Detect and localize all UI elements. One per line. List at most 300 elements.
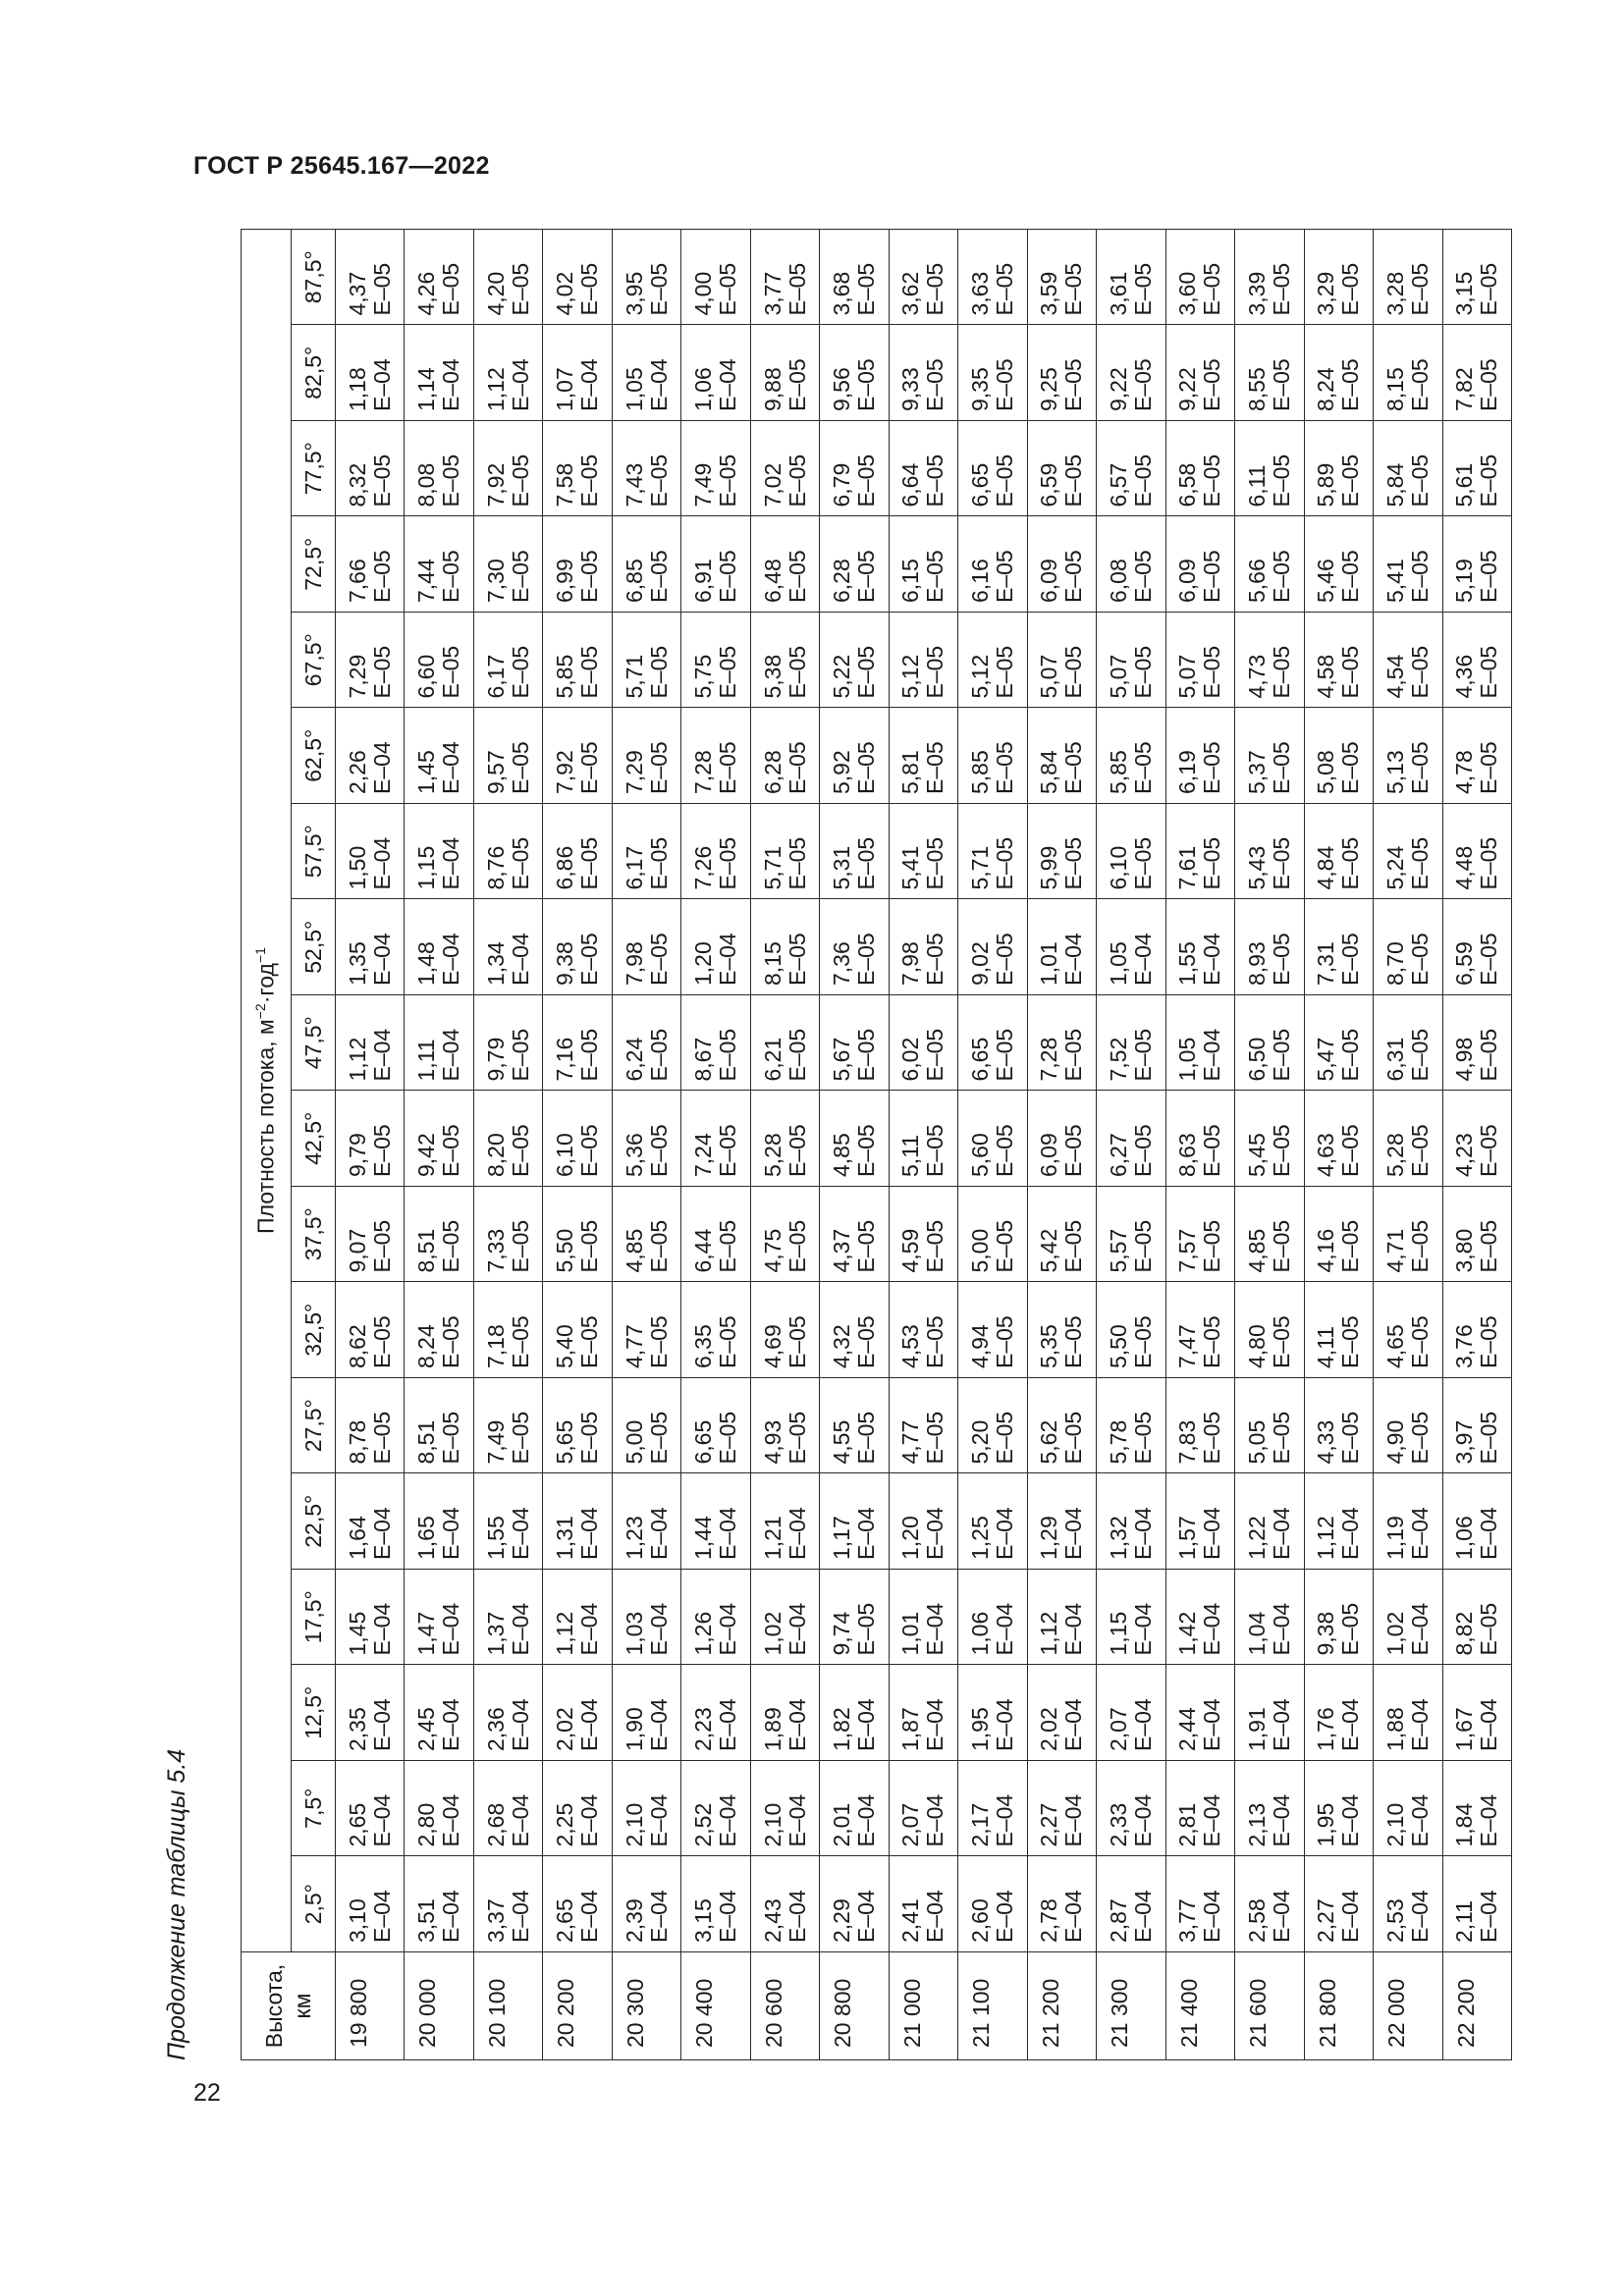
exponent: E–04 <box>368 741 395 794</box>
mantissa: 1,57 <box>1174 1516 1201 1560</box>
flux-value-cell <box>1027 613 1096 709</box>
flux-value-cell <box>1235 421 1304 517</box>
flux-value-cell <box>405 613 473 709</box>
exponent: E–05 <box>507 836 533 890</box>
flux-value-cell <box>1027 995 1096 1092</box>
flux-value-cell <box>1374 1187 1442 1283</box>
mantissa: 5,00 <box>621 1419 647 1465</box>
flux-value-cell <box>1097 1856 1165 1952</box>
exponent: E–05 <box>1406 262 1433 316</box>
mantissa: 1,95 <box>1313 1802 1339 1847</box>
mantissa: 1,03 <box>621 1611 647 1656</box>
flux-value-cell <box>473 1761 542 1857</box>
exponent: E–05 <box>1406 836 1433 890</box>
mantissa: 1,90 <box>621 1707 647 1751</box>
flux-value-cell <box>473 1187 542 1283</box>
mantissa: 1,22 <box>1243 1516 1270 1560</box>
angle-column-header: 42,5° <box>292 1091 336 1187</box>
flux-value-cell <box>1027 1187 1096 1283</box>
exponent: E–04 <box>1476 1507 1502 1560</box>
mantissa: 1,06 <box>966 1611 993 1656</box>
exponent: E–05 <box>1060 1028 1087 1082</box>
exponent: E–05 <box>991 454 1017 507</box>
exponent: E–05 <box>645 262 672 316</box>
exponent: E–04 <box>1337 1890 1364 1943</box>
flux-value-cell <box>681 1856 750 1952</box>
mantissa: 3,10 <box>344 1898 370 1943</box>
mantissa: 5,12 <box>966 654 993 699</box>
flux-value-cell <box>681 230 750 326</box>
flux-value-cell <box>612 1091 680 1187</box>
exponent: E–05 <box>1476 1124 1502 1177</box>
mantissa: 4,37 <box>344 271 370 316</box>
angle-column-header: 7,5° <box>292 1761 336 1857</box>
exponent: E–04 <box>645 1507 672 1560</box>
mantissa: 1,31 <box>552 1516 578 1560</box>
flux-value-cell <box>336 613 405 709</box>
flux-value-cell <box>1027 325 1096 421</box>
exponent: E–05 <box>507 1315 533 1368</box>
flux-value-cell <box>612 230 680 326</box>
mantissa: 6,28 <box>759 750 785 794</box>
exponent: E–05 <box>853 550 880 603</box>
exponent: E–05 <box>922 1124 948 1177</box>
exponent: E–04 <box>922 1698 948 1751</box>
exponent: E–04 <box>438 1602 464 1656</box>
flux-value-cell <box>336 1665 405 1761</box>
flux-value-cell <box>473 804 542 900</box>
flux-value-cell <box>543 325 612 421</box>
exponent: E–04 <box>507 933 533 986</box>
exponent: E–04 <box>853 1890 880 1943</box>
exponent: E–05 <box>1406 645 1433 699</box>
table-row <box>1165 230 1234 2060</box>
mantissa: 9,56 <box>829 367 855 411</box>
flux-value-cell <box>405 1570 473 1666</box>
exponent: E–05 <box>1337 358 1364 411</box>
flux-value-cell <box>1235 1665 1304 1761</box>
mantissa: 1,48 <box>413 941 440 986</box>
mantissa: 7,47 <box>1174 1324 1201 1368</box>
mantissa: 2,07 <box>1105 1707 1131 1751</box>
mantissa: 5,71 <box>621 654 647 699</box>
mantissa: 5,60 <box>966 1133 993 1177</box>
mantissa: 1,29 <box>1036 1516 1062 1560</box>
exponent: E–05 <box>576 1028 603 1082</box>
flux-value-cell <box>1235 1282 1304 1378</box>
exponent: E–05 <box>853 1219 880 1273</box>
exponent: E–05 <box>1337 1124 1364 1177</box>
mantissa: 2,68 <box>482 1802 509 1847</box>
mantissa: 9,57 <box>482 750 509 794</box>
table-row <box>1097 230 1165 2060</box>
flux-value-cell <box>1442 613 1512 709</box>
flux-value-cell <box>473 995 542 1092</box>
exponent: E–05 <box>645 645 672 699</box>
exponent: E–04 <box>368 1028 395 1082</box>
mantissa: 1,67 <box>1451 1707 1478 1751</box>
flux-value-cell <box>1374 1570 1442 1666</box>
mantissa: 5,50 <box>1105 1324 1131 1368</box>
flux-value-cell <box>1374 421 1442 517</box>
mantissa: 1,06 <box>690 367 717 411</box>
exponent: E–04 <box>576 1602 603 1656</box>
mantissa: 1,15 <box>413 845 440 890</box>
exponent: E–05 <box>1406 1219 1433 1273</box>
exponent: E–05 <box>1129 645 1156 699</box>
mantissa: 1,23 <box>621 1516 647 1560</box>
flux-value-cell <box>889 1187 957 1283</box>
exponent: E–05 <box>576 1124 603 1177</box>
mantissa: 6,86 <box>552 845 578 890</box>
exponent: E–05 <box>1060 836 1087 890</box>
flux-value-cell <box>820 1570 889 1666</box>
mantissa: 3,51 <box>413 1898 440 1943</box>
flux-value-cell <box>543 613 612 709</box>
mantissa: 5,05 <box>1243 1419 1270 1465</box>
exponent: E–05 <box>576 1411 603 1465</box>
mantissa: 8,70 <box>1381 941 1408 986</box>
flux-value-cell <box>1097 1378 1165 1474</box>
exponent: E–04 <box>1129 1507 1156 1560</box>
flux-value-cell <box>612 899 680 995</box>
exponent: E–04 <box>507 1793 533 1847</box>
mantissa: 9,74 <box>829 1611 855 1656</box>
mantissa: 5,99 <box>1036 845 1062 890</box>
flux-value-cell <box>1097 1665 1165 1761</box>
table-row <box>1304 230 1373 2060</box>
mantissa: 1,44 <box>690 1516 717 1560</box>
flux-value-cell <box>1097 708 1165 804</box>
exponent: E–05 <box>1406 454 1433 507</box>
mantissa: 4,02 <box>552 271 578 316</box>
flux-value-cell <box>681 995 750 1092</box>
exponent: E–05 <box>645 836 672 890</box>
exponent: E–05 <box>715 550 741 603</box>
flux-value-cell <box>1097 995 1165 1092</box>
flux-value-cell <box>336 1761 405 1857</box>
mantissa: 7,44 <box>413 559 440 603</box>
mantissa: 1,12 <box>1036 1611 1062 1656</box>
exponent: E–05 <box>1406 1315 1433 1368</box>
mantissa: 6,59 <box>1036 462 1062 507</box>
exponent: E–04 <box>1199 1028 1225 1082</box>
exponent: E–05 <box>1199 550 1225 603</box>
mantissa: 5,22 <box>829 654 855 699</box>
exponent: E–04 <box>1060 1890 1087 1943</box>
flux-value-cell <box>1442 325 1512 421</box>
exponent: E–05 <box>715 1124 741 1177</box>
flux-value-cell <box>1235 1570 1304 1666</box>
flux-value-cell <box>1304 1761 1373 1857</box>
flux-value-cell <box>405 1378 473 1474</box>
mantissa: 5,37 <box>1243 750 1270 794</box>
exponent: E–05 <box>438 262 464 316</box>
mantissa: 4,77 <box>897 1419 924 1465</box>
exponent: E–05 <box>1268 741 1294 794</box>
mantissa: 1,18 <box>344 367 370 411</box>
flux-value-cell <box>1374 1282 1442 1378</box>
flux-value-cell <box>473 1091 542 1187</box>
table-row <box>681 230 750 2060</box>
mantissa: 5,24 <box>1381 845 1408 890</box>
mantissa: 7,92 <box>552 750 578 794</box>
flux-value-cell <box>1027 1570 1096 1666</box>
table-row <box>612 230 680 2060</box>
exponent: E–04 <box>991 1602 1017 1656</box>
flux-value-cell <box>543 1665 612 1761</box>
flux-value-cell <box>543 1761 612 1857</box>
exponent: E–04 <box>645 1793 672 1847</box>
table-row <box>543 230 612 2060</box>
mantissa: 5,08 <box>1313 750 1339 794</box>
mantissa: 5,07 <box>1036 654 1062 699</box>
mantissa: 1,20 <box>690 941 717 986</box>
exponent: E–05 <box>576 836 603 890</box>
mantissa: 8,76 <box>482 845 509 890</box>
mantissa: 2,78 <box>1036 1898 1062 1943</box>
exponent: E–05 <box>784 550 810 603</box>
mantissa: 1,34 <box>482 941 509 986</box>
flux-value-cell <box>1165 325 1234 421</box>
mantissa: 8,63 <box>1174 1133 1201 1177</box>
mantissa: 1,32 <box>1105 1516 1131 1560</box>
exponent: E–04 <box>1199 1602 1225 1656</box>
flux-value-cell <box>612 804 680 900</box>
mantissa: 5,41 <box>897 845 924 890</box>
flux-value-cell <box>1442 1761 1512 1857</box>
exponent: E–04 <box>784 1698 810 1751</box>
group-header-row <box>242 230 292 2060</box>
flux-value-cell <box>1027 804 1096 900</box>
mantissa: 1,12 <box>552 1611 578 1656</box>
mantissa: 6,09 <box>1036 1133 1062 1177</box>
exponent: E–05 <box>1268 933 1294 986</box>
flux-value-cell <box>681 1570 750 1666</box>
exponent: E–05 <box>1060 1411 1087 1465</box>
mantissa: 2,58 <box>1243 1898 1270 1943</box>
mantissa: 5,46 <box>1313 559 1339 603</box>
flux-value-cell <box>889 1570 957 1666</box>
exponent: E–05 <box>991 645 1017 699</box>
flux-value-cell <box>820 1761 889 1857</box>
exponent: E–05 <box>784 1219 810 1273</box>
mantissa: 5,41 <box>1381 559 1408 603</box>
flux-value-cell <box>473 1665 542 1761</box>
exponent: E–04 <box>1129 933 1156 986</box>
mantissa: 5,47 <box>1313 1037 1339 1082</box>
mantissa: 6,27 <box>1105 1133 1131 1177</box>
mantissa: 7,92 <box>482 462 509 507</box>
flux-value-cell <box>336 1282 405 1378</box>
flux-value-cell <box>1442 1570 1512 1666</box>
exponent: E–05 <box>368 262 395 316</box>
flux-value-cell <box>612 708 680 804</box>
mantissa: 5,38 <box>759 654 785 699</box>
exponent: E–05 <box>784 836 810 890</box>
flux-value-cell <box>1442 516 1512 613</box>
exponent: E–05 <box>1268 1411 1294 1465</box>
mantissa: 1,76 <box>1313 1707 1339 1751</box>
mantissa: 4,11 <box>1313 1325 1339 1368</box>
mantissa: 4,80 <box>1243 1324 1270 1368</box>
mantissa: 1,19 <box>1381 1516 1408 1560</box>
flux-value-cell <box>543 516 612 613</box>
flux-value-cell <box>473 708 542 804</box>
mantissa: 7,29 <box>344 654 370 699</box>
mantissa: 1,95 <box>966 1707 993 1751</box>
exponent: E–04 <box>1060 1507 1087 1560</box>
exponent: E–05 <box>991 836 1017 890</box>
mantissa: 2,01 <box>829 1802 855 1847</box>
exponent: E–05 <box>1060 1124 1087 1177</box>
exponent: E–04 <box>715 1507 741 1560</box>
exponent: E–05 <box>1476 262 1502 316</box>
table-row <box>1027 230 1096 2060</box>
mantissa: 5,71 <box>759 845 785 890</box>
exponent: E–04 <box>368 358 395 411</box>
flux-value-cell <box>889 1091 957 1187</box>
mantissa: 5,71 <box>966 845 993 890</box>
mantissa: 5,36 <box>621 1133 647 1177</box>
mantissa: 1,20 <box>897 1516 924 1560</box>
exponent: E–04 <box>438 1507 464 1560</box>
exponent: E–05 <box>368 454 395 507</box>
exponent: E–04 <box>1060 933 1087 986</box>
flux-value-cell <box>1165 421 1234 517</box>
flux-value-cell <box>1027 1473 1096 1570</box>
exponent: E–04 <box>368 1793 395 1847</box>
mantissa: 3,97 <box>1451 1419 1478 1465</box>
mantissa: 5,81 <box>897 750 924 794</box>
flux-value-cell <box>820 995 889 1092</box>
exponent: E–05 <box>715 1219 741 1273</box>
exponent: E–04 <box>715 1698 741 1751</box>
exponent: E–05 <box>368 1411 395 1465</box>
exponent: E–04 <box>438 836 464 890</box>
exponent: E–04 <box>715 1793 741 1847</box>
exponent: E–05 <box>1129 1315 1156 1368</box>
mantissa: 5,65 <box>552 1419 578 1465</box>
exponent: E–04 <box>991 1890 1017 1943</box>
exponent: E–05 <box>1199 1124 1225 1177</box>
mantissa: 4,33 <box>1313 1419 1339 1465</box>
flux-value-cell <box>1097 1570 1165 1666</box>
mantissa: 4,69 <box>759 1324 785 1368</box>
exponent: E–05 <box>1268 1315 1294 1368</box>
flux-value-cell <box>958 899 1027 995</box>
flux-value-cell <box>473 1570 542 1666</box>
flux-value-cell <box>1304 325 1373 421</box>
mantissa: 7,83 <box>1174 1419 1201 1465</box>
altitude-cell: 22 000 <box>1374 1952 1442 2060</box>
mantissa: 3,80 <box>1451 1228 1478 1273</box>
angle-column-header: 87,5° <box>292 230 336 326</box>
flux-value-cell <box>336 804 405 900</box>
mantissa: 6,24 <box>621 1037 647 1082</box>
exponent: E–05 <box>1406 1028 1433 1082</box>
table-row <box>750 230 819 2060</box>
table-head <box>242 230 336 2060</box>
mantissa: 7,29 <box>621 750 647 794</box>
angle-column-header: 17,5° <box>292 1570 336 1666</box>
flux-value-cell <box>1374 1091 1442 1187</box>
flux-value-cell <box>1304 613 1373 709</box>
exponent: E–05 <box>368 1219 395 1273</box>
flux-value-cell <box>1304 995 1373 1092</box>
mantissa: 1,01 <box>1036 941 1062 986</box>
mantissa: 6,65 <box>966 1037 993 1082</box>
mantissa: 6,09 <box>1174 559 1201 603</box>
flux-value-cell <box>612 516 680 613</box>
mantissa: 8,55 <box>1243 367 1270 411</box>
mantissa: 5,84 <box>1036 750 1062 794</box>
flux-value-cell <box>1304 899 1373 995</box>
exponent: E–05 <box>784 358 810 411</box>
mantissa: 2,07 <box>897 1802 924 1847</box>
flux-value-cell <box>336 1473 405 1570</box>
mantissa: 5,31 <box>829 845 855 890</box>
exponent: E–05 <box>1268 262 1294 316</box>
flux-value-cell <box>405 516 473 613</box>
exponent: E–04 <box>368 836 395 890</box>
flux-value-cell <box>750 1570 819 1666</box>
flux-value-cell <box>750 1473 819 1570</box>
exponent: E–04 <box>507 358 533 411</box>
flux-value-cell <box>543 708 612 804</box>
mantissa: 9,38 <box>552 941 578 986</box>
exponent: E–04 <box>1199 933 1225 986</box>
exponent: E–04 <box>1406 1793 1433 1847</box>
exponent: E–04 <box>645 358 672 411</box>
exponent: E–05 <box>853 836 880 890</box>
mantissa: 7,57 <box>1174 1228 1201 1273</box>
flux-value-cell <box>543 421 612 517</box>
flux-value-cell <box>1442 421 1512 517</box>
mantissa: 4,63 <box>1313 1133 1339 1177</box>
mantissa: 6,15 <box>897 559 924 603</box>
mantissa: 5,75 <box>690 654 717 699</box>
flux-value-cell <box>958 325 1027 421</box>
mantissa: 6,44 <box>690 1228 717 1273</box>
mantissa: 4,16 <box>1313 1228 1339 1273</box>
flux-value-cell <box>820 1091 889 1187</box>
flux-value-cell <box>1374 804 1442 900</box>
flux-value-cell <box>681 613 750 709</box>
exponent: E–05 <box>715 741 741 794</box>
exponent: E–05 <box>922 836 948 890</box>
exponent: E–05 <box>1268 1219 1294 1273</box>
mantissa: 1,91 <box>1243 1707 1270 1751</box>
mantissa: 2,43 <box>759 1898 785 1943</box>
exponent: E–05 <box>1337 741 1364 794</box>
flux-value-cell <box>1027 708 1096 804</box>
mantissa: 6,28 <box>829 559 855 603</box>
altitude-header: Высота, км <box>242 1952 336 2060</box>
flux-value-cell <box>681 516 750 613</box>
exponent: E–05 <box>715 454 741 507</box>
exponent: E–04 <box>507 1890 533 1943</box>
angle-column-header: 12,5° <box>292 1665 336 1761</box>
flux-value-cell <box>1235 708 1304 804</box>
mantissa: 9,02 <box>966 941 993 986</box>
flux-value-cell <box>820 1187 889 1283</box>
flux-value-cell <box>1442 1091 1512 1187</box>
exponent: E–04 <box>438 933 464 986</box>
mantissa: 1,12 <box>482 367 509 411</box>
mantissa: 5,84 <box>1381 462 1408 507</box>
exponent: E–05 <box>1199 741 1225 794</box>
